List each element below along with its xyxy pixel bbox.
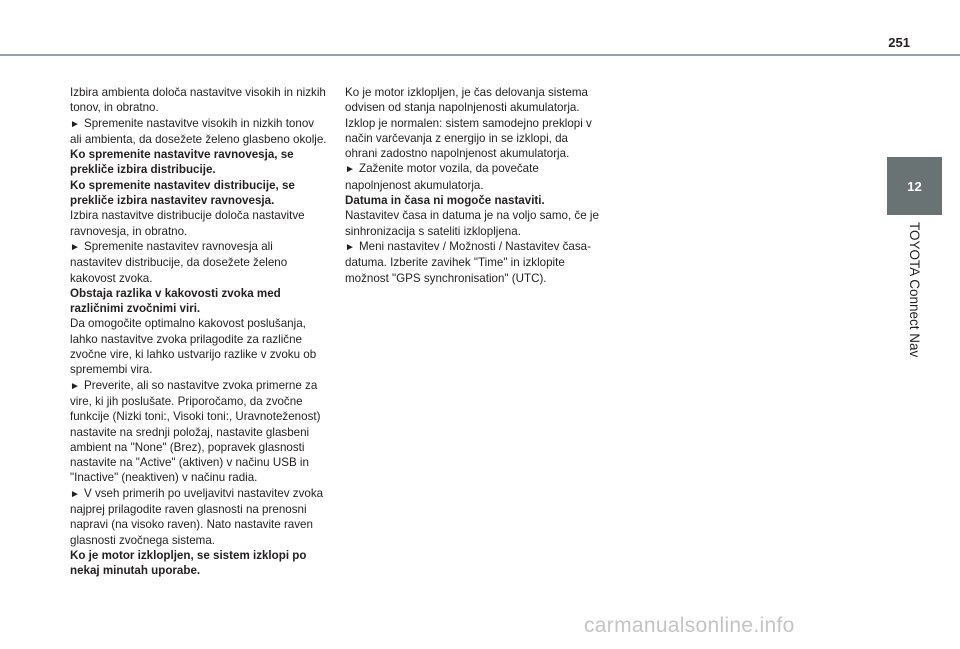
paragraph-text: Ko spremenite nastavitev distribucije, se prekliče izbira nastavitev ravnovesja. (70, 178, 295, 208)
body-paragraph (70, 208, 328, 239)
bold-heading (345, 193, 603, 208)
bullet-item (345, 239, 603, 286)
chapter-title: TOYOTA Connect Nav (907, 222, 922, 358)
body-paragraph (70, 316, 328, 377)
bullet-arrow-icon: ► (345, 241, 355, 253)
paragraph-text: V vseh primerih po uveljavitvi nastavitev zvoka najprej prilagodite raven glasnosti na prenosni napravi (na visoko raven). Nato nastavite raven glasnosti zvočnega sistema. (70, 486, 324, 547)
paragraph-text: Ko je motor izklopljen, je čas delovanja sistema odvisen od stanja napolnjenosti akumulatorja. (345, 86, 588, 115)
body-paragraph (345, 208, 603, 239)
paragraph-text: Ko spremenite nastavitve ravnovesja, se prekliče izbira distribucije. (70, 148, 294, 177)
bullet-arrow-icon: ► (70, 380, 80, 392)
chapter-number: 12 (907, 178, 922, 194)
bullet-arrow-icon: ► (70, 241, 80, 253)
paragraph-text: Datuma in časa ni mogoče nastaviti. (345, 194, 545, 208)
bold-heading (70, 548, 328, 579)
bullet-arrow-icon: ► (70, 488, 80, 500)
paragraph-text: Nastavitev časa in datuma je na voljo samo, če je sinhronizacija s sateliti izklopljena. (345, 209, 599, 238)
bullet-item (70, 378, 328, 486)
paragraph-text: Da omogočite optimalno kakovost poslušanja, lahko nastavitve zvoka prilagodite za različne zvočne vire, ki lahko ustvarijo razlike v zvoku ob spremembi vira. (70, 317, 317, 377)
header-rule (0, 54, 960, 56)
paragraph-text: Ko je motor izklopljen, se sistem izklopi po nekaj minutah uporabe. (70, 548, 307, 578)
bullet-item (70, 116, 328, 148)
body-paragraph (345, 116, 603, 162)
footer-watermark: carmanualsonline.info (584, 614, 795, 637)
bullet-arrow-icon: ► (70, 118, 80, 130)
right-column (345, 85, 603, 286)
paragraph-text: Obstaja razlika v kakovosti zvoka med različnimi zvočnimi viri. (70, 286, 281, 316)
paragraph-text: Izklop je normalen: sistem samodejno preklopi v način varčevanja z energijo in se izklopi, da ohrani zadostno napolnjenost akumulatorja. (345, 116, 592, 161)
paragraph-text: Izbira nastavitve distribucije določa nastavitve ravnovesja, in obratno. (70, 209, 305, 238)
left-column (70, 85, 328, 579)
paragraph-text: Spremenite nastavitev ravnovesja ali nastavitev distribucije, da dosežete želeno kakovost zvoka. (70, 239, 288, 285)
bullet-item (345, 161, 603, 193)
bold-heading (70, 178, 328, 209)
bold-heading (70, 286, 328, 317)
paragraph-text: Izbira ambienta določa nastavitve visokih in nizkih tonov, in obratno. (70, 86, 326, 115)
body-paragraph (345, 85, 603, 116)
paragraph-text: Zaženite motor vozila, da povečate napolnjenost akumulatorja. (345, 162, 539, 192)
page-number: 251 (888, 35, 910, 50)
bullet-item (70, 239, 328, 286)
paragraph-text: Spremenite nastavitve visokih in nizkih tonov ali ambienta, da dosežete želeno glasbeno okolje. (70, 116, 327, 146)
paragraph-text: Preverite, ali so nastavitve zvoka primerne za vire, ki jih poslušate. Priporočamo, da zvočne funkcije (Nizki toni:, Visoki toni:, Uravnoteženost) nastavite na srednji položaj, nastavite glasbeni ambient na "None" (Brez), popravek glasnosti nastavite na "Active" (aktiven) v načinu USB in "Inactive" (neaktiven) v načinu radia. (70, 378, 321, 485)
bullet-item (70, 486, 328, 548)
paragraph-text: Meni nastavitev / Možnosti / Nastavitev časa-datuma. Izberite zavihek "Time" in izklopite možnost "GPS synchronisation" (UTC). (345, 239, 591, 285)
bullet-arrow-icon: ► (345, 164, 355, 176)
body-paragraph (70, 85, 328, 116)
chapter-label (887, 222, 942, 382)
bold-heading (70, 147, 328, 178)
chapter-tab (887, 157, 942, 215)
